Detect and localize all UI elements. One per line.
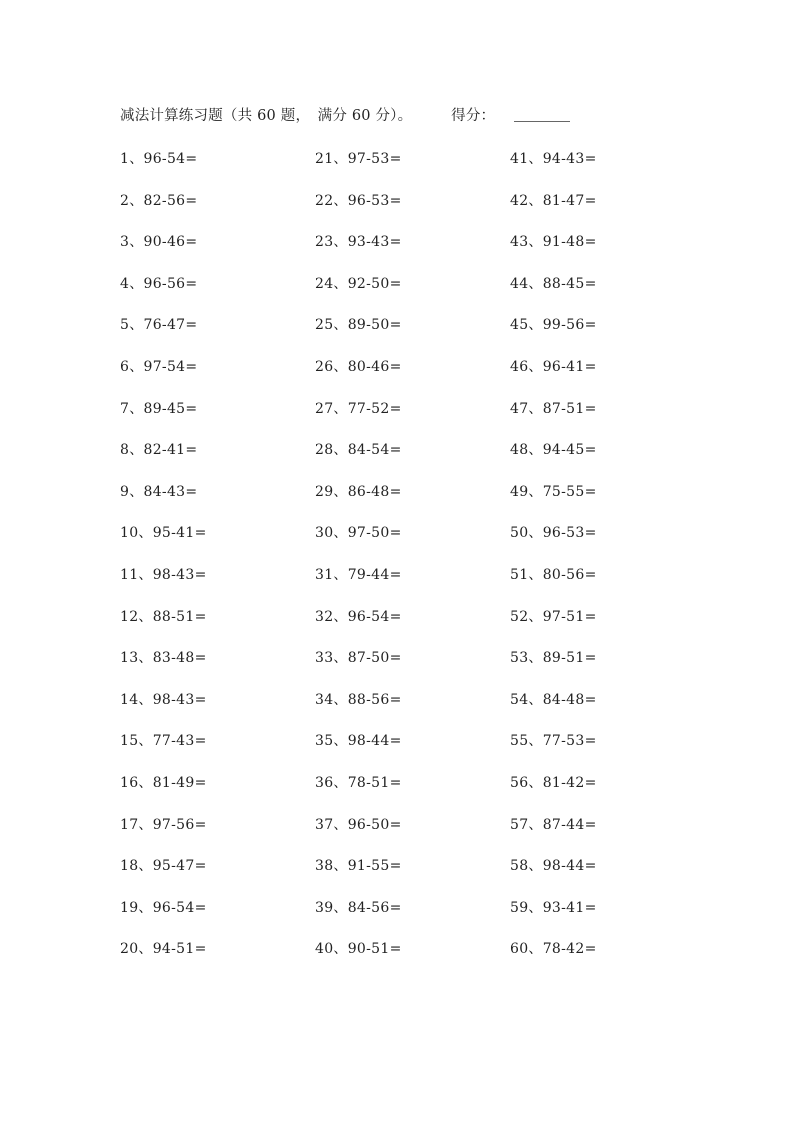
problem-item: 30、97-50= bbox=[315, 525, 402, 542]
problem-item: 45、99-56= bbox=[510, 317, 597, 334]
problem-item: 6、97-54= bbox=[120, 358, 198, 375]
problem-item: 22、96-53= bbox=[315, 192, 402, 209]
problem-item: 4、96-56= bbox=[120, 275, 198, 292]
problem-item: 40、90-51= bbox=[315, 941, 402, 958]
problem-item: 38、91-55= bbox=[315, 858, 402, 875]
problem-item: 46、96-41= bbox=[510, 358, 597, 375]
problem-item: 33、87-50= bbox=[315, 650, 402, 667]
problem-item: 21、97-53= bbox=[315, 151, 402, 167]
problem-item: 7、89-45= bbox=[120, 400, 198, 417]
problem-grid bbox=[120, 150, 705, 982]
problem-item: 59、93-41= bbox=[510, 899, 597, 916]
problem-item: 2、82-56= bbox=[120, 192, 198, 209]
problem-item: 53、89-51= bbox=[510, 650, 597, 667]
problem-item: 32、96-54= bbox=[315, 608, 402, 625]
score-label: 得分： bbox=[451, 108, 496, 124]
problem-item: 5、76-47= bbox=[120, 317, 198, 334]
problem-item: 51、80-56= bbox=[510, 566, 597, 583]
problem-item: 11、98-43= bbox=[120, 566, 207, 583]
problem-item: 58、98-44= bbox=[510, 858, 597, 875]
problem-item: 19、96-54= bbox=[120, 899, 207, 916]
problem-item: 41、94-43= bbox=[510, 151, 597, 167]
problem-item: 17、97-56= bbox=[120, 816, 207, 833]
problem-item: 34、88-56= bbox=[315, 691, 402, 708]
problem-item: 23、93-43= bbox=[315, 234, 402, 251]
problem-item: 16、81-49= bbox=[120, 774, 207, 791]
problem-item: 54、84-48= bbox=[510, 691, 597, 708]
worksheet-header bbox=[120, 104, 570, 125]
problem-item: 25、89-50= bbox=[315, 317, 402, 334]
problem-item: 43、91-48= bbox=[510, 234, 597, 251]
problem-item: 18、95-47= bbox=[120, 858, 207, 875]
problem-item: 52、97-51= bbox=[510, 608, 597, 625]
problem-item: 10、95-41= bbox=[120, 525, 207, 542]
problem-item: 14、98-43= bbox=[120, 691, 207, 708]
problem-item: 3、90-46= bbox=[120, 234, 198, 251]
problem-item: 8、82-41= bbox=[120, 442, 198, 459]
problem-item: 36、78-51= bbox=[315, 774, 402, 791]
problem-item: 29、86-48= bbox=[315, 483, 402, 500]
worksheet-title: 减法计算练习题（共 60 题， 满分 60 分）。 bbox=[120, 108, 413, 124]
problem-item: 56、81-42= bbox=[510, 774, 597, 791]
problem-item: 60、78-42= bbox=[510, 941, 597, 958]
problem-item: 20、94-51= bbox=[120, 941, 207, 958]
problem-item: 49、75-55= bbox=[510, 483, 597, 500]
problem-item: 1、96-54= bbox=[120, 151, 198, 167]
problem-item: 50、96-53= bbox=[510, 525, 597, 542]
problem-item: 44、88-45= bbox=[510, 275, 597, 292]
score-blank-line bbox=[514, 107, 570, 122]
problem-item: 26、80-46= bbox=[315, 358, 402, 375]
problem-item: 37、96-50= bbox=[315, 816, 402, 833]
problem-item: 31、79-44= bbox=[315, 566, 402, 583]
problem-item: 47、87-51= bbox=[510, 400, 597, 417]
problem-item: 35、98-44= bbox=[315, 733, 402, 750]
problem-item: 55、77-53= bbox=[510, 733, 597, 750]
problem-item: 12、88-51= bbox=[120, 608, 207, 625]
problem-item: 57、87-44= bbox=[510, 816, 597, 833]
problem-item: 48、94-45= bbox=[510, 442, 597, 459]
problem-item: 13、83-48= bbox=[120, 650, 207, 667]
problem-item: 39、84-56= bbox=[315, 899, 402, 916]
problem-item: 15、77-43= bbox=[120, 733, 207, 750]
problem-item: 9、84-43= bbox=[120, 483, 198, 500]
problem-item: 24、92-50= bbox=[315, 275, 402, 292]
problem-item: 27、77-52= bbox=[315, 400, 402, 417]
problem-item: 28、84-54= bbox=[315, 442, 402, 459]
problem-item: 42、81-47= bbox=[510, 192, 597, 209]
